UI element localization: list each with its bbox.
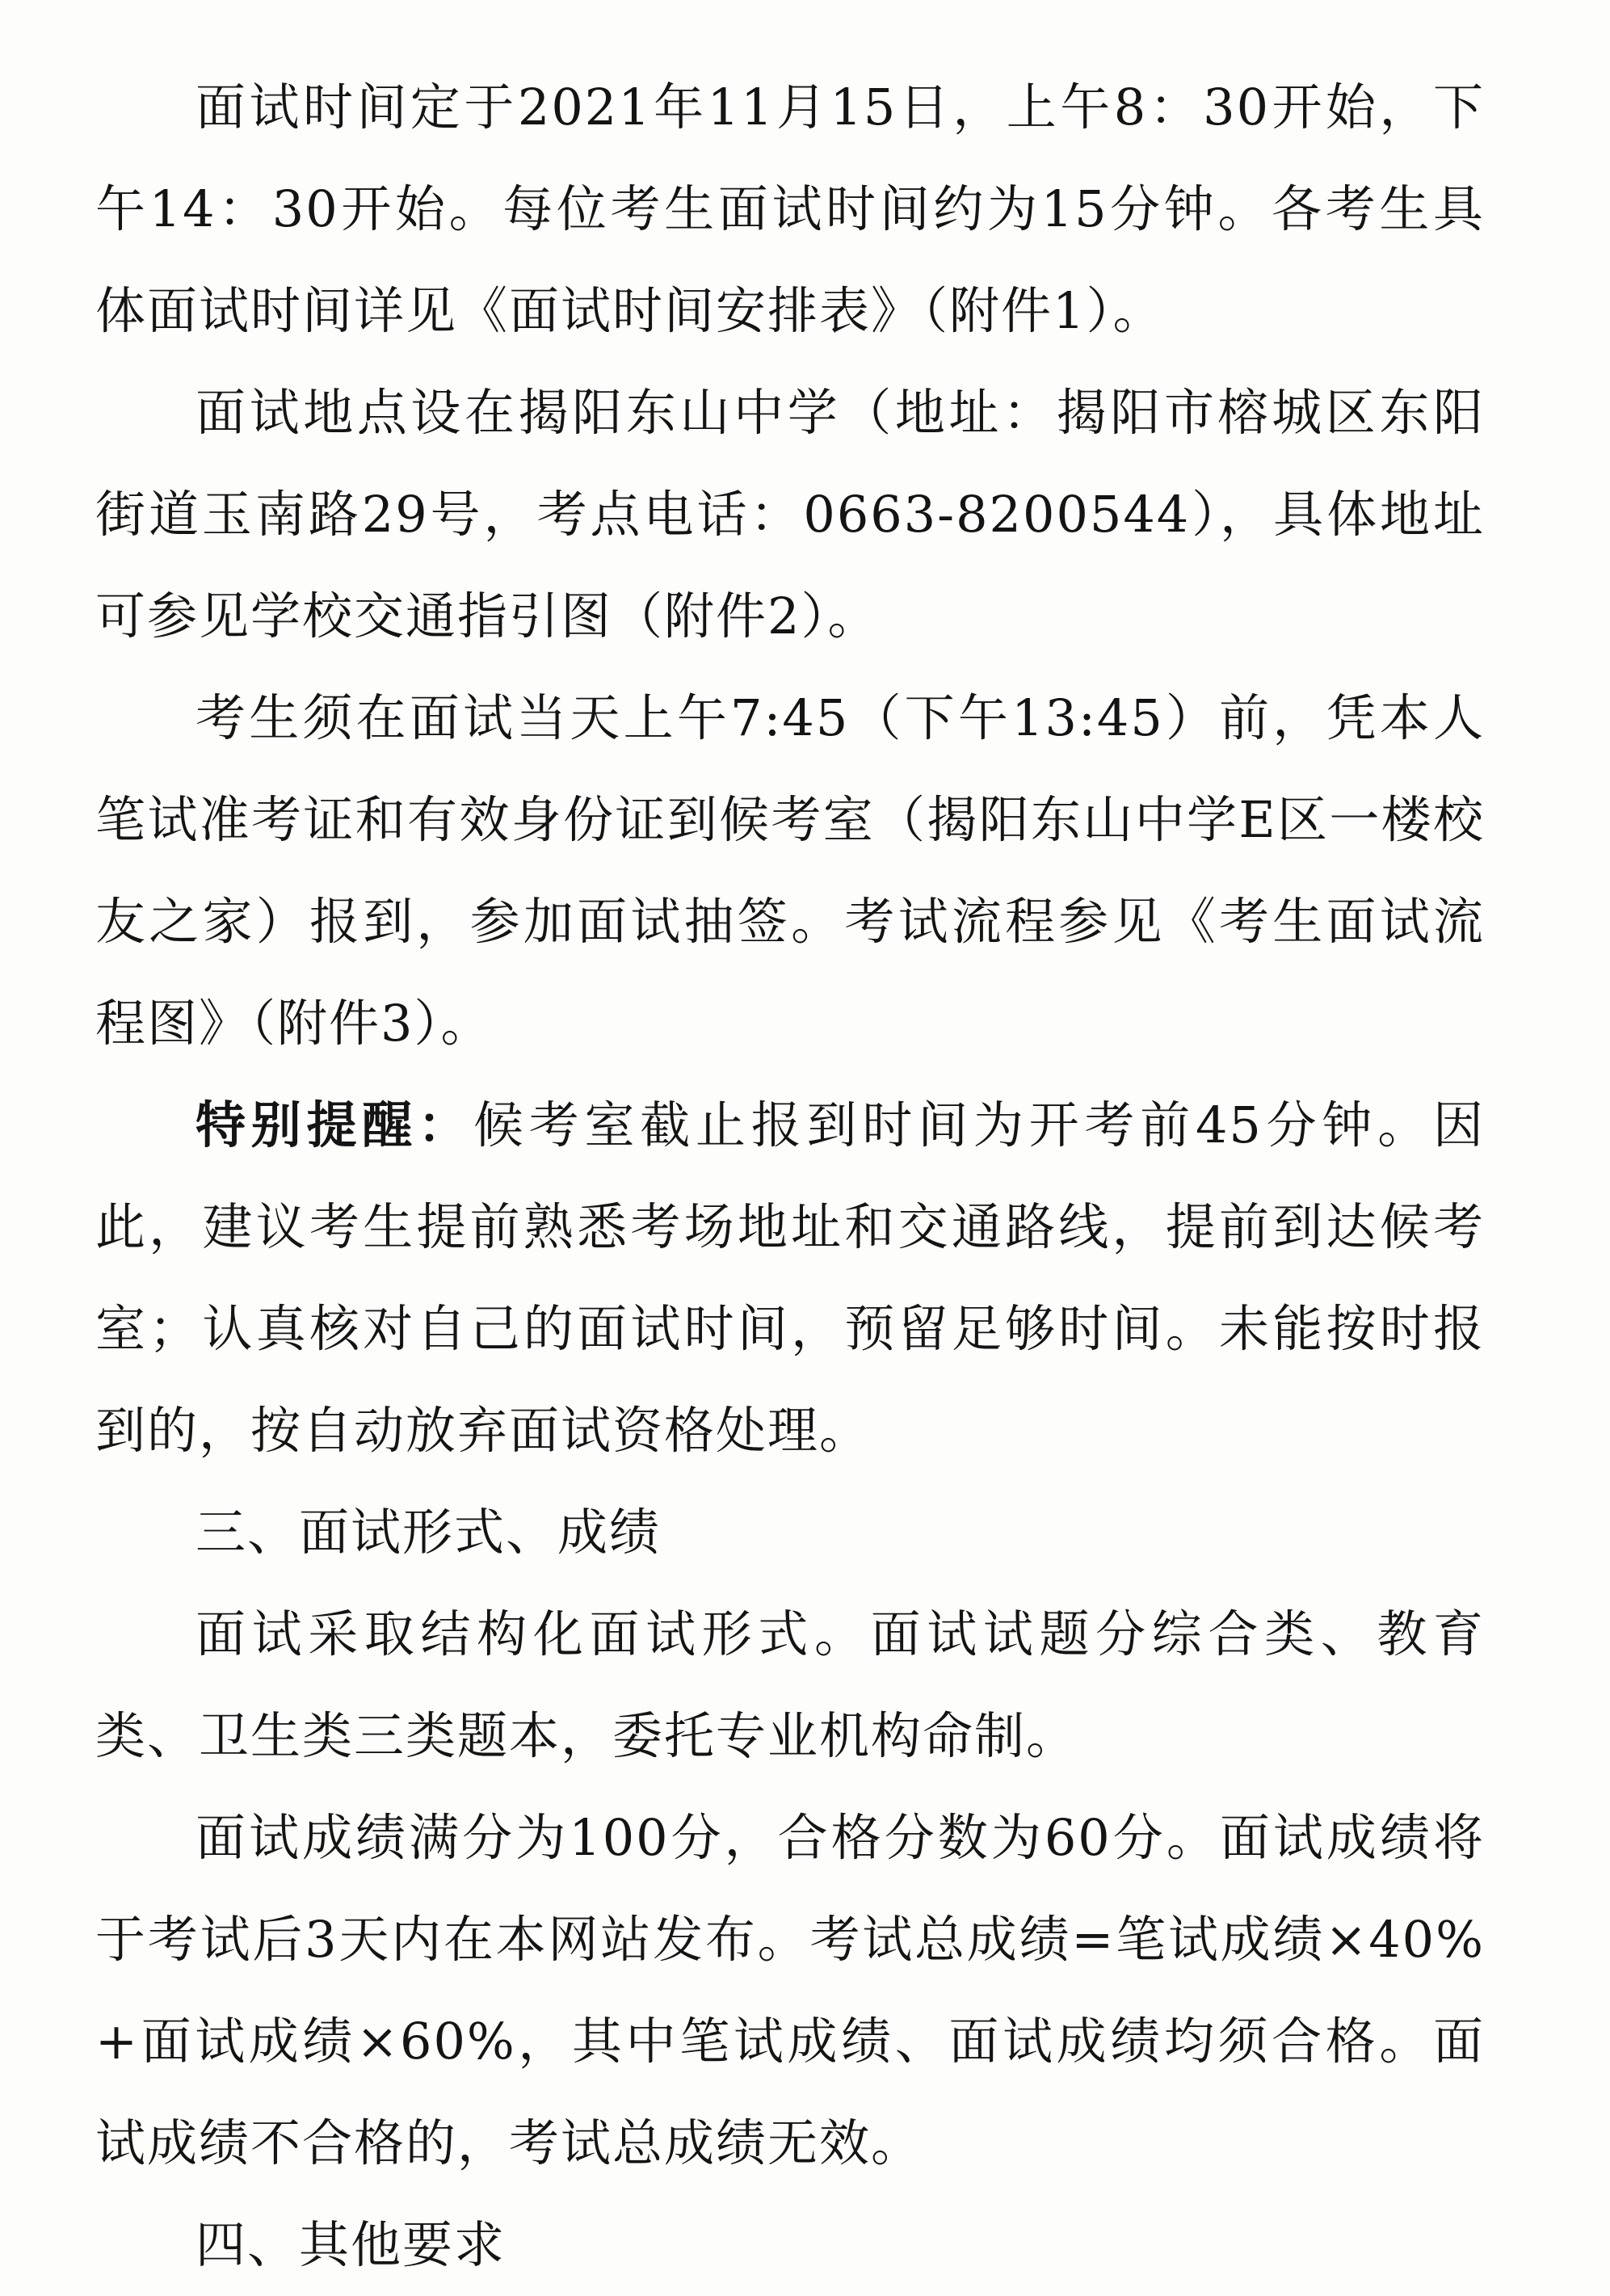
section-heading-4: 四、其他要求	[195, 2215, 507, 2274]
interview-time-paragraph: 面试时间定于2021年11月15日，上午8：30开始，下午14：30开始。每位考生面试时间约为15分钟。各考生具体面试时间详见《面试时间安排表》（附件1）。	[95, 78, 1485, 340]
interview-format-paragraph: 面试采取结构化面试形式。面试试题分综合类、教育类、卫生类三类题本，委托专业机构命制。	[95, 1604, 1485, 1765]
check-in-paragraph: 考生须在面试当天上午7:45（下午13:45）前，凭本人笔试准考证和有效身份证到候考室（揭阳东山中学E区一楼校友之家）报到，参加面试抽签。考试流程参见《考生面试流程图》（附件3）。	[95, 688, 1485, 1053]
special-reminder-text: 候考室截止报到时间为开考前45分钟。因此，建议考生提前熟悉考场地址和交通路线，提前到达候考室；认真核对自己的面试时间，预留足够时间。未能按时报到的，按自动放弃面试资格处理。	[95, 1095, 1485, 1460]
section-heading-3: 三、面试形式、成绩	[195, 1503, 662, 1562]
special-reminder-paragraph	[95, 1074, 1485, 1482]
interview-location-paragraph: 面试地点设在揭阳东山中学（地址：揭阳市榕城区东阳街道玉南路29号，考点电话：0663-8200544），具体地址可参见学校交通指引图（附件2）。	[95, 383, 1485, 645]
special-reminder-label: 特别提醒：	[195, 1095, 473, 1154]
interview-score-paragraph: 面试成绩满分为100分，合格分数为60分。面试成绩将于考试后3天内在本网站发布。考试总成绩=笔试成绩×40%+面试成绩×60%，其中笔试成绩、面试成绩均须合格。面试成绩不合格的，考试总成绩无效。	[95, 1808, 1485, 2172]
document-page	[95, 57, 1485, 2296]
